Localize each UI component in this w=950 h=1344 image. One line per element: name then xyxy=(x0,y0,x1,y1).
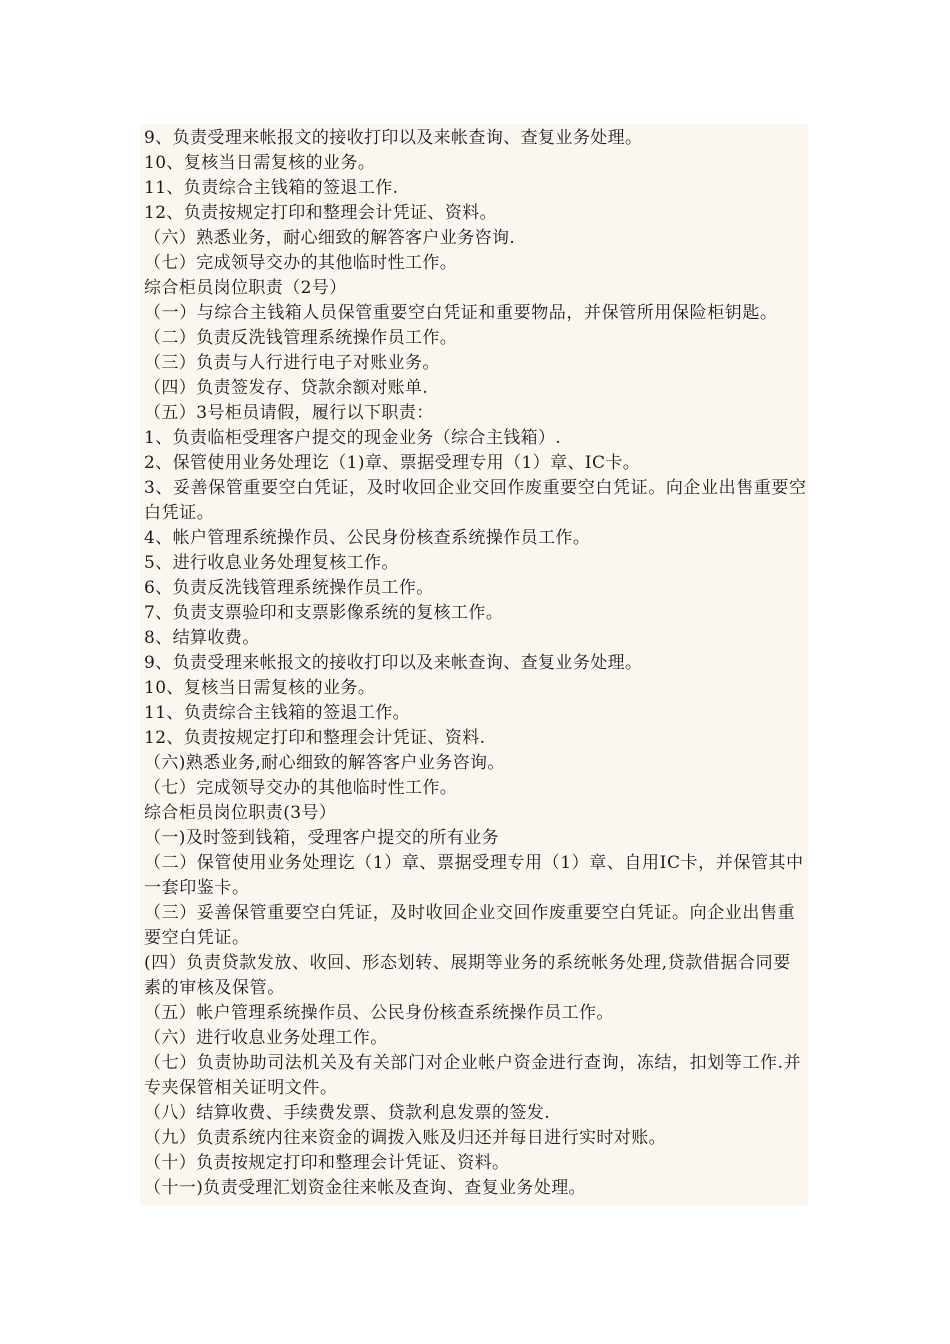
text-line: 12、负责按规定打印和整理会计凭证、资料。 xyxy=(144,203,498,223)
text-line: （五）3号柜员请假，履行以下职责： xyxy=(144,403,434,423)
text-line: 10、复核当日需复核的业务。 xyxy=(144,678,376,698)
text-line: 5、进行收息业务处理复核工作。 xyxy=(144,553,399,573)
text-line: 7、负责支票验印和支票影像系统的复核工作。 xyxy=(144,603,504,623)
text-line: 9、负责受理来帐报文的接收打印以及来帐查询、查复业务处理。 xyxy=(144,128,643,148)
text-line: 9、负责受理来帐报文的接收打印以及来帐查询、查复业务处理。 xyxy=(144,653,643,673)
text-line: （十一)负责受理汇划资金往来帐及查询、查复业务处理。 xyxy=(144,1178,587,1198)
text-line: 12、负责按规定打印和整理会计凭证、资料. xyxy=(144,728,486,748)
text-line: （七）负责协助司法机关及有关部门对企业帐户资金进行查询，冻结，扣划等工作.并专夹保管相关证明文件。 xyxy=(144,1053,802,1098)
section-heading: 综合柜员岗位职责(3号） xyxy=(144,803,337,823)
text-line: （九）负责系统内往来资金的调拨入账及归还并每日进行实时对账。 xyxy=(144,1128,666,1148)
text-line: 11、负责综合主钱箱的签退工作. xyxy=(144,178,399,198)
text-line: （一)及时签到钱箱，受理客户提交的所有业务 xyxy=(144,828,500,848)
text-line: （三）妥善保管重要空白凭证，及时收回企业交回作废重要空白凭证。向企业出售重要空白凭证。 xyxy=(144,903,796,948)
text-line: （八）结算收费、手续费发票、贷款利息发票的签发. xyxy=(144,1103,551,1123)
document-text-block xyxy=(140,124,808,1205)
text-line: 10、复核当日需复核的业务。 xyxy=(144,153,376,173)
text-line: （十）负责按规定打印和整理会计凭证、资料。 xyxy=(144,1153,510,1173)
text-line: （六）进行收息业务处理工作。 xyxy=(144,1028,388,1048)
text-line: （三）负责与人行进行电子对账业务。 xyxy=(144,353,440,373)
text-line: 8、结算收费。 xyxy=(144,628,260,648)
text-line: （四）负责签发存、贷款余额对账单. xyxy=(144,378,429,398)
text-line: （六）熟悉业务，耐心细致的解答客户业务咨询. xyxy=(144,228,516,248)
text-line: 6、负责反洗钱管理系统操作员工作。 xyxy=(144,578,434,598)
text-line: （六)熟悉业务,耐心细致的解答客户业务咨询。 xyxy=(144,753,505,773)
text-line: （七）完成领导交办的其他临时性工作。 xyxy=(144,253,458,273)
text-line: （一）与综合主钱箱人员保管重要空白凭证和重要物品，并保管所用保险柜钥匙。 xyxy=(144,303,778,323)
text-line: （二）保管使用业务处理讫（1）章、票据受理专用（1）章、自用IC卡，并保管其中一套印鉴卡。 xyxy=(144,853,804,898)
text-line: （二）负责反洗钱管理系统操作员工作。 xyxy=(144,328,458,348)
text-line: 11、负责综合主钱箱的签退工作。 xyxy=(144,703,411,723)
text-line: 3、妥善保管重要空白凭证，及时收回企业交回作废重要空白凭证。向企业出售重要空白凭证。 xyxy=(144,478,807,523)
text-line: （七）完成领导交办的其他临时性工作。 xyxy=(144,778,458,798)
text-line: 1、负责临柜受理客户提交的现金业务（综合主钱箱）. xyxy=(144,428,562,448)
text-line: 2、保管使用业务处理讫（1)章、票据受理专用（1）章、IC卡。 xyxy=(144,453,641,473)
text-line: (四）负责贷款发放、收回、形态划转、展期等业务的系统帐务处理,贷款借据合同要素的审核及保管。 xyxy=(144,953,791,998)
text-line: （五）帐户管理系统操作员、公民身份核查系统操作员工作。 xyxy=(144,1003,614,1023)
text-line: 4、帐户管理系统操作员、公民身份核查系统操作员工作。 xyxy=(144,528,591,548)
section-heading: 综合柜员岗位职责（2号） xyxy=(144,278,347,298)
